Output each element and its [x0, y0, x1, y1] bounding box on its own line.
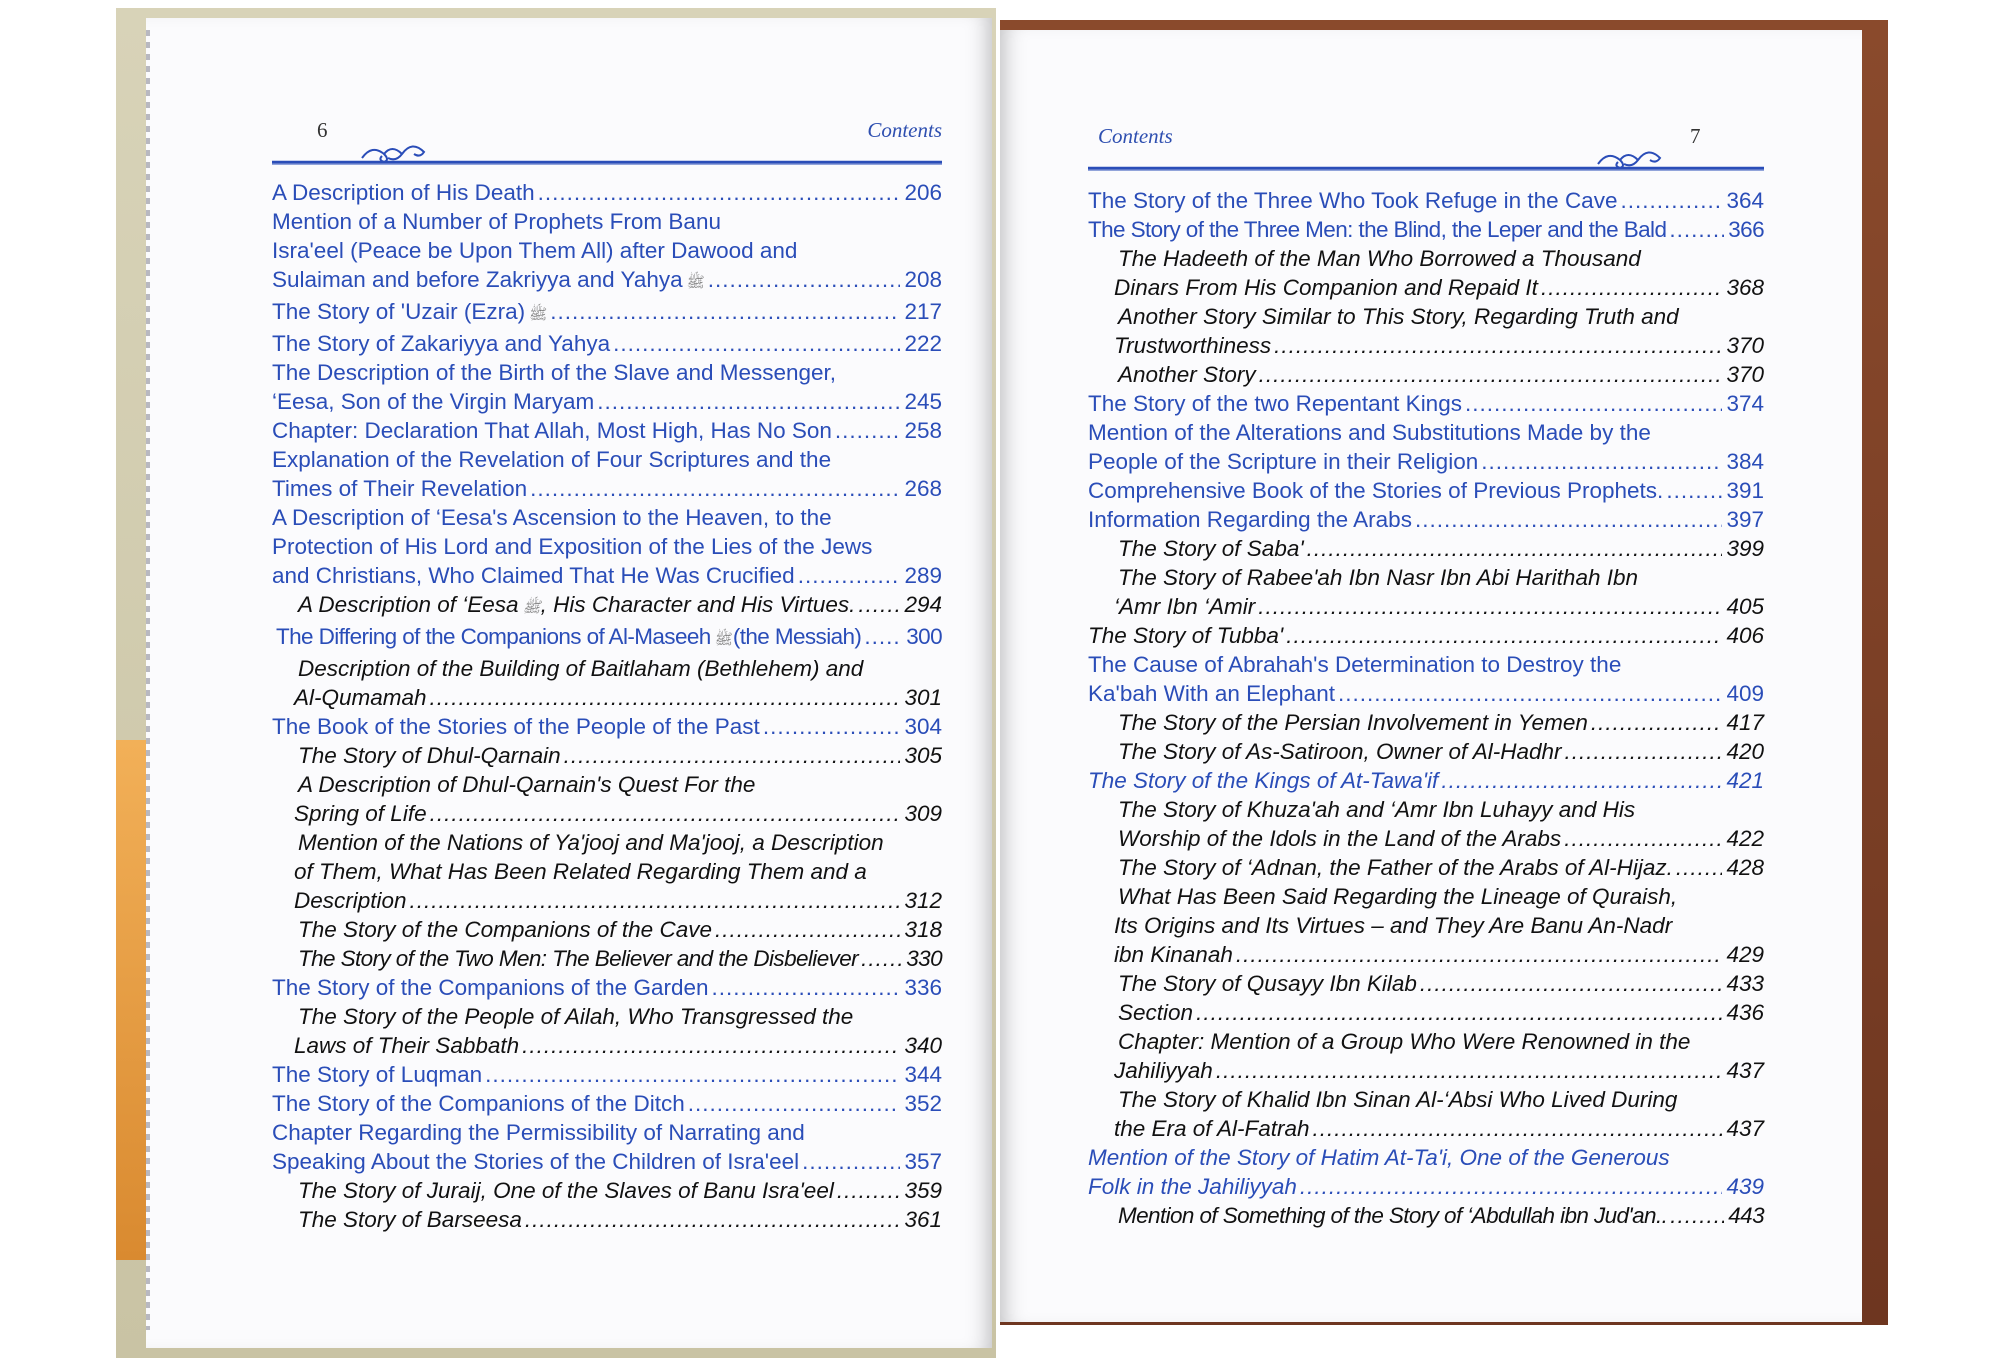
toc-entry — [272, 622, 942, 654]
leader-dots — [1564, 824, 1722, 853]
toc-page-number: 439 — [1726, 1174, 1764, 1199]
toc-page-number: 304 — [904, 714, 942, 739]
toc-entry — [272, 1176, 942, 1205]
toc-entry-text-line: Description of the Building of Baitlaham (Bethlehem) and — [298, 656, 864, 681]
toc-entry — [272, 1205, 942, 1234]
toc-entry-text-line: Mention of a Number of Prophets From Banu — [272, 209, 721, 234]
leader-dots — [1236, 940, 1723, 969]
toc-page-number: 417 — [1726, 710, 1764, 735]
toc-entry-title: The Differing of the Companions of Al-Maseeh — [276, 624, 711, 649]
toc-entry — [272, 503, 942, 590]
leader-dots — [1415, 505, 1723, 534]
toc-entry-title: Chapter: Declaration That Allah, Most High, Has No Son — [272, 418, 832, 443]
toc-entry-title: Trustworthiness — [1114, 333, 1272, 358]
toc-entry — [272, 445, 942, 503]
toc-entry-text-line: The Hadeeth of the Man Who Borrowed a Thousand — [1118, 246, 1641, 271]
toc-entry-title: Comprehensive Book of the Stories of Previous Prophets. — [1088, 478, 1664, 503]
toc-entry — [272, 1089, 942, 1118]
leader-dots — [1274, 331, 1722, 360]
left-toc — [272, 178, 942, 1234]
leader-dots — [688, 1089, 901, 1118]
toc-entry-title: The Story of ‘Adnan, the Father of the Arabs of Al-Hijaz. — [1118, 855, 1673, 880]
toc-entry-text-line: What Has Been Said Regarding the Lineage of Quraish, — [1118, 884, 1678, 909]
leader-dots — [1258, 592, 1722, 621]
toc-entry-title: Information Regarding the Arabs — [1088, 507, 1412, 532]
toc-page-number: 289 — [904, 563, 942, 588]
toc-entry-text-line: The Cause of Abrahah's Determination to Destroy the — [1088, 652, 1622, 677]
toc-page-number: 206 — [904, 180, 942, 205]
leader-dots — [798, 561, 901, 590]
toc-entry — [272, 416, 942, 445]
toc-entry-title: The Book of the Stories of the People of the Past — [272, 714, 760, 739]
toc-entry-title: Jahiliyyah — [1114, 1058, 1213, 1083]
toc-page-number: 364 — [1726, 188, 1764, 213]
toc-entry — [1088, 998, 1764, 1027]
toc-page-number: 391 — [1726, 478, 1764, 503]
leader-dots — [430, 799, 901, 828]
toc-page-number: 370 — [1726, 362, 1764, 387]
toc-entry — [272, 944, 942, 973]
leader-dots — [1420, 969, 1723, 998]
toc-entry-title: People of the Scripture in their Religion — [1088, 449, 1479, 474]
toc-page-number: 368 — [1726, 275, 1764, 300]
toc-page-number: 312 — [904, 888, 942, 913]
toc-page-number: 366 — [1728, 217, 1764, 242]
leader-dots — [802, 1147, 900, 1176]
toc-page-number: 268 — [904, 476, 942, 501]
toc-page-number: 305 — [904, 743, 942, 768]
toc-entry-title: The Story of Luqman — [272, 1062, 483, 1087]
toc-page-number: 208 — [904, 267, 942, 292]
toc-entry-text-line: The Story of the People of Ailah, Who Transgressed the — [298, 1004, 854, 1029]
toc-entry-title: The Story of 'Uzair (Ezra) — [272, 299, 526, 324]
toc-page-number: 443 — [1728, 1203, 1764, 1228]
toc-page-number: 318 — [904, 917, 942, 942]
toc-entry — [1088, 476, 1764, 505]
toc-entry — [272, 590, 942, 622]
toc-entry-title: the Era of Al-Fatrah — [1114, 1116, 1310, 1141]
toc-entry-title: The Story of the Companions of the Cave — [298, 917, 712, 942]
leader-dots — [1286, 621, 1722, 650]
toc-entry — [1088, 650, 1764, 708]
leader-dots — [530, 474, 900, 503]
leader-dots — [564, 741, 901, 770]
toc-page-number: 222 — [904, 331, 942, 356]
toc-entry — [272, 1060, 942, 1089]
honorific-glyph: ﷺ — [714, 631, 733, 648]
toc-entry — [1088, 969, 1764, 998]
leader-dots — [1565, 737, 1723, 766]
page-number: 7 — [1690, 124, 1701, 148]
toc-entry — [1088, 766, 1764, 795]
toc-entry-text-line: The Story of Rabee'ah Ibn Nasr Ibn Abi Harithah Ibn — [1118, 565, 1639, 590]
toc-page-number: 330 — [906, 946, 942, 971]
leader-dots — [1620, 186, 1722, 215]
toc-entry-title: Worship of the Idols in the Land of the Arabs — [1118, 826, 1562, 851]
toc-entry — [272, 207, 942, 297]
toc-entry — [272, 297, 942, 329]
honorific-glyph: ﷺ — [522, 599, 541, 616]
toc-entry — [1088, 302, 1764, 360]
toc-page-number: 437 — [1726, 1116, 1764, 1141]
toc-entry — [1088, 853, 1764, 882]
toc-page-number: 336 — [904, 975, 942, 1000]
header-title: Contents — [1098, 124, 1173, 148]
toc-entry-title: ‘Amr Ibn ‘Amir — [1114, 594, 1256, 619]
leader-dots — [835, 416, 901, 445]
toc-entry — [1088, 795, 1764, 853]
toc-entry-text-line: Explanation of the Revelation of Four Scriptures and the — [272, 447, 832, 472]
leader-dots — [597, 387, 900, 416]
leader-dots — [1307, 534, 1723, 563]
toc-page-number: 409 — [1726, 681, 1764, 706]
leader-dots — [538, 178, 901, 207]
toc-page-number: 421 — [1726, 768, 1764, 793]
toc-page-number: 397 — [1726, 507, 1764, 532]
leader-dots — [1676, 853, 1723, 882]
toc-page-number: 406 — [1726, 623, 1764, 648]
toc-entry — [1088, 708, 1764, 737]
leader-dots — [708, 265, 901, 294]
toc-entry-title: Al-Qumamah — [294, 685, 427, 710]
leader-dots — [1313, 1114, 1723, 1143]
toc-entry-title: Dinars From His Companion and Repaid It — [1114, 275, 1538, 300]
leader-dots — [1591, 708, 1723, 737]
toc-entry — [1088, 1085, 1764, 1143]
toc-page-number: 217 — [904, 299, 942, 324]
toc-page-number: 344 — [904, 1062, 942, 1087]
toc-entry-title: Sulaiman and before Zakriyya and Yahya — [272, 267, 683, 292]
leader-dots — [712, 973, 901, 1002]
toc-entry — [1088, 360, 1764, 389]
toc-entry — [272, 915, 942, 944]
toc-entry — [272, 741, 942, 770]
toc-entry — [1088, 1027, 1764, 1085]
toc-page-number: 294 — [904, 592, 942, 617]
leader-dots — [1669, 215, 1724, 244]
toc-page-number: 384 — [1726, 449, 1764, 474]
toc-entry-title: The Story of Qusayy Ibn Kilab — [1118, 971, 1417, 996]
toc-entry-title: ibn Kinanah — [1114, 942, 1233, 967]
toc-entry-title: The Story of the Two Men: The Believer and the Disbeliever — [298, 946, 859, 971]
leader-dots — [1441, 766, 1722, 795]
toc-entry-title: The Story of the Companions of the Garden — [272, 975, 709, 1000]
toc-entry-title: The Story of Zakariyya and Yahya — [272, 331, 611, 356]
leader-dots — [485, 1060, 900, 1089]
toc-entry — [1088, 534, 1764, 563]
leader-dots — [864, 622, 902, 651]
toc-entry-text-line: Mention of the Nations of Ya'jooj and Ma'jooj, a Description — [298, 830, 884, 855]
toc-page-number: 361 — [904, 1207, 942, 1232]
toc-page-number: 357 — [904, 1149, 942, 1174]
toc-entry-title: Mention of Something of the Story of ‘Abdullah ibn Jud'an.. — [1118, 1203, 1668, 1228]
toc-entry-text-line: Another Story Similar to This Story, Regarding Truth and — [1118, 304, 1679, 329]
toc-entry-title-cont: (the Messiah) — [732, 624, 862, 649]
toc-entry-title: Times of Their Revelation — [272, 476, 528, 501]
toc-page-number: 340 — [904, 1033, 942, 1058]
right-page-header — [1088, 124, 1764, 174]
leader-dots — [550, 297, 900, 326]
toc-entry-text-line: Protection of His Lord and Exposition of the Lies of the Jews — [272, 534, 873, 559]
toc-entry — [1088, 244, 1764, 302]
toc-entry-title-cont: , His Character and His Virtues. — [540, 592, 856, 617]
toc-entry-title: Another Story — [1118, 362, 1256, 387]
toc-entry — [272, 712, 942, 741]
toc-entry-title: A Description of His Death — [272, 180, 535, 205]
toc-page-number: 300 — [906, 624, 942, 649]
left-page-header — [272, 118, 942, 168]
leader-dots — [861, 944, 902, 973]
toc-entry-title: The Story of the Persian Involvement in Yemen — [1118, 710, 1588, 735]
toc-entry-title: The Story of Juraij, One of the Slaves of Banu Isra'eel — [298, 1178, 834, 1203]
leader-dots — [430, 683, 901, 712]
toc-entry-text-line: Chapter Regarding the Permissibility of Narrating and — [272, 1120, 805, 1145]
toc-entry — [272, 1002, 942, 1060]
leader-dots — [410, 886, 901, 915]
toc-entry-title: Laws of Their Sabbath — [294, 1033, 520, 1058]
toc-entry — [1088, 621, 1764, 650]
leader-dots — [1300, 1172, 1723, 1201]
toc-page-number: 370 — [1726, 333, 1764, 358]
toc-entry — [272, 1118, 942, 1176]
toc-entry-text-line: A Description of ‘Eesa's Ascension to the Heaven, to the — [272, 505, 832, 530]
toc-entry-title: The Story of the Three Who Took Refuge in the Cave — [1088, 188, 1618, 213]
toc-page-number: 428 — [1726, 855, 1764, 880]
toc-entry — [272, 329, 942, 358]
toc-entry — [1088, 215, 1764, 244]
toc-entry-title: Description — [294, 888, 407, 913]
toc-entry-title: Ka'bah With an Elephant — [1088, 681, 1335, 706]
toc-entry-title: Spring of Life — [294, 801, 427, 826]
leader-dots — [837, 1176, 901, 1205]
toc-page-number: 437 — [1726, 1058, 1764, 1083]
toc-entry-title: Section — [1118, 1000, 1194, 1025]
leader-dots — [522, 1031, 900, 1060]
toc-page-number: 359 — [904, 1178, 942, 1203]
toc-entry — [1088, 882, 1764, 969]
toc-page-number: 429 — [1726, 942, 1764, 967]
leader-dots — [763, 712, 901, 741]
toc-entry — [1088, 1143, 1764, 1201]
toc-entry-title: The Story of Dhul-Qarnain — [298, 743, 561, 768]
toc-entry — [1088, 186, 1764, 215]
toc-entry — [272, 828, 942, 915]
leader-dots — [1338, 679, 1722, 708]
toc-entry-text-line: The Story of Khuza'ah and ‘Amr Ibn Luhayy and His — [1118, 797, 1636, 822]
toc-entry-title: Speaking About the Stories of the Children of Isra'eel — [272, 1149, 800, 1174]
toc-entry-text-line: Its Origins and Its Virtues – and They Are Banu An-Nadr — [1114, 913, 1673, 938]
toc-entry-title: The Story of Saba' — [1118, 536, 1304, 561]
toc-entry-text-line: Chapter: Mention of a Group Who Were Renowned in the — [1118, 1029, 1691, 1054]
leader-dots — [1481, 447, 1722, 476]
toc-entry — [1088, 563, 1764, 621]
page-number: 6 — [317, 118, 328, 142]
toc-page-number: 399 — [1726, 536, 1764, 561]
leader-dots — [1196, 998, 1722, 1027]
cover-art-strip — [116, 740, 146, 1260]
header-title: Contents — [867, 118, 942, 142]
toc-entry — [1088, 389, 1764, 418]
toc-page-number: 433 — [1726, 971, 1764, 996]
toc-page-number: 352 — [904, 1091, 942, 1116]
leader-dots — [525, 1205, 901, 1234]
ornament-rule-icon — [272, 136, 942, 166]
toc-entry-title: ‘Eesa, Son of the Virgin Maryam — [272, 389, 595, 414]
right-toc — [1088, 186, 1764, 1230]
toc-entry-title: and Christians, Who Claimed That He Was Crucified — [272, 563, 795, 588]
toc-entry-title: The Story of As-Satiroon, Owner of Al-Hadhr — [1118, 739, 1562, 764]
toc-entry-title: The Story of Barseesa — [298, 1207, 522, 1232]
toc-entry-title: The Story of the Three Men: the Blind, the Leper and the Bald — [1088, 217, 1667, 242]
leader-dots — [1541, 273, 1723, 302]
toc-entry-title: The Story of the two Repentant Kings — [1088, 391, 1462, 416]
toc-entry-text-line: of Them, What Has Been Related Regarding Them and a — [294, 859, 867, 884]
toc-entry-title: The Story of the Kings of At-Tawa'if — [1088, 768, 1439, 793]
toc-entry — [1088, 1201, 1764, 1230]
toc-entry — [1088, 737, 1764, 766]
honorific-glyph: ﷺ — [529, 306, 548, 323]
toc-page-number: 374 — [1726, 391, 1764, 416]
toc-entry — [1088, 418, 1764, 476]
leader-dots — [1216, 1056, 1723, 1085]
toc-entry — [272, 770, 942, 828]
leader-dots — [715, 915, 900, 944]
toc-page-number: 258 — [904, 418, 942, 443]
toc-entry-title: The Story of the Companions of the Ditch — [272, 1091, 685, 1116]
toc-entry — [272, 178, 942, 207]
toc-entry-title: A Description of ‘Eesa — [298, 592, 519, 617]
toc-page-number: 405 — [1726, 594, 1764, 619]
toc-entry-text-line: A Description of Dhul-Qarnain's Quest For the — [298, 772, 756, 797]
toc-entry — [272, 358, 942, 416]
honorific-glyph: ﷺ — [686, 274, 705, 291]
toc-page-number: 309 — [904, 801, 942, 826]
toc-page-number: 436 — [1726, 1000, 1764, 1025]
toc-page-number: 422 — [1726, 826, 1764, 851]
binding-stitch — [146, 30, 150, 1330]
toc-entry-text-line: Mention of the Story of Hatim At-Ta'i, One of the Generous — [1088, 1145, 1670, 1170]
toc-entry — [272, 973, 942, 1002]
toc-entry-title: Folk in the Jahiliyyah — [1088, 1174, 1297, 1199]
toc-entry-text-line: Isra'eel (Peace be Upon Them All) after Dawood and — [272, 238, 798, 263]
leader-dots — [1670, 1201, 1724, 1230]
toc-entry — [1088, 505, 1764, 534]
toc-entry-title: The Story of Tubba' — [1088, 623, 1284, 648]
toc-entry-text-line: The Description of the Birth of the Slave and Messenger, — [272, 360, 837, 385]
leader-dots — [858, 590, 900, 619]
leader-dots — [613, 329, 900, 358]
toc-entry-text-line: The Story of Khalid Ibn Sinan Al-‘Absi Who Lived During — [1118, 1087, 1678, 1112]
leader-dots — [1465, 389, 1722, 418]
toc-page-number: 301 — [904, 685, 942, 710]
ornament-rule-icon — [1088, 142, 1764, 172]
toc-entry — [272, 654, 942, 712]
toc-entry-text-line: Mention of the Alterations and Substitutions Made by the — [1088, 420, 1651, 445]
leader-dots — [1666, 476, 1722, 505]
toc-page-number: 420 — [1726, 739, 1764, 764]
toc-page-number: 245 — [904, 389, 942, 414]
leader-dots — [1259, 360, 1723, 389]
